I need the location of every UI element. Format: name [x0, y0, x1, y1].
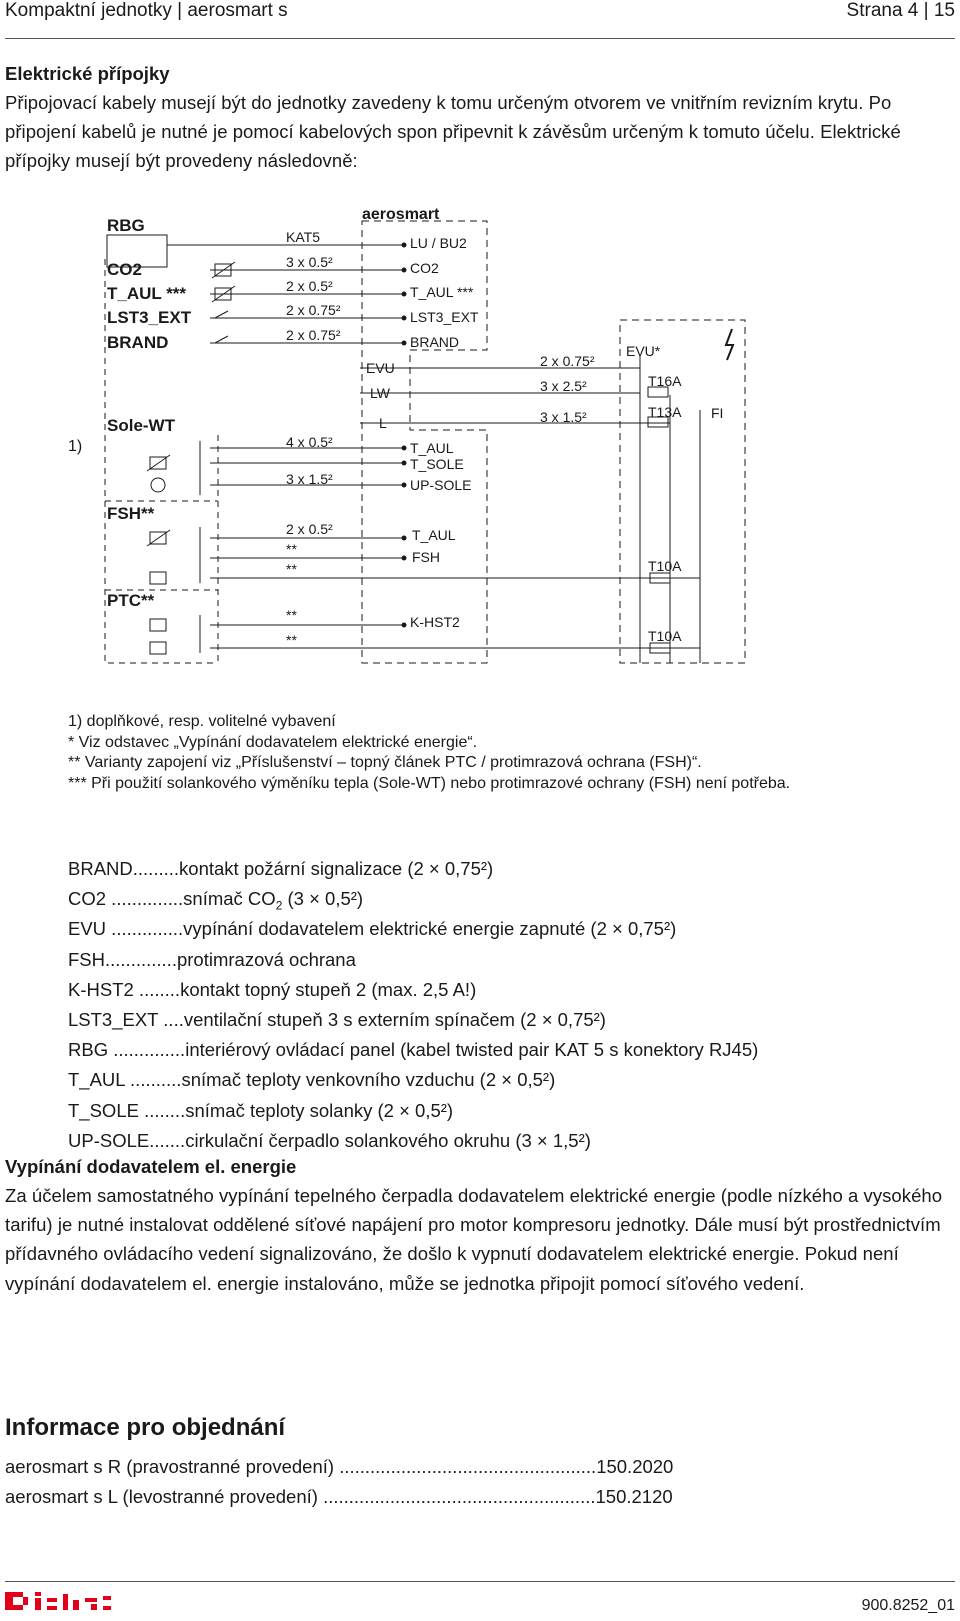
fsh-group-label: FSH**: [107, 504, 155, 523]
footnote: * Viz odstavec „Vypínání dodavatelem elektrické energie“.: [68, 733, 478, 751]
cable-label: 4 x 0.5²: [286, 434, 333, 450]
footer-divider: [5, 1581, 955, 1582]
legend-row: UP-SOLE.......cirkulační čerpadlo solankového okruhu (3 × 1,5²): [68, 1129, 591, 1151]
cable-label: 2 x 0.75²: [286, 327, 341, 343]
legend-row: T_SOLE ........snímač teploty solanky (2 × 0,5²): [68, 1099, 454, 1121]
brand-logo: [5, 1588, 115, 1618]
cable-kat5: KAT5: [286, 229, 320, 245]
page-number: Strana 4 | 15: [846, 0, 955, 21]
ptc-group-label: PTC**: [107, 591, 155, 610]
co2-label: CO2: [107, 260, 142, 279]
cable-label: **: [286, 561, 297, 577]
cable-label: **: [286, 632, 297, 648]
cable-label: 3 x 2.5²: [540, 378, 587, 394]
legend-row: T_AUL ..........snímač teploty venkovního vzduchu (2 × 0,5²): [68, 1069, 556, 1091]
brand-label: BRAND: [107, 333, 169, 352]
footnote: ** Varianty zapojení viz „Příslušenství – topný článek PTC / protimrazová ochrana (FSH)“.: [68, 754, 702, 771]
cable-label: 2 x 0.75²: [286, 302, 341, 318]
shutdown-heading: Vypínání dodavatelem el. energie: [5, 1156, 297, 1177]
cable-label: 2 x 0.5²: [286, 278, 333, 294]
fuse-label: T13A: [648, 404, 682, 420]
ordering-item: aerosmart s R (pravostranné provedení) ..................................................150.2020: [5, 1456, 674, 1477]
cable-label: 2 x 0.5²: [286, 521, 333, 537]
electrical-paragraph: Připojovací kabely musejí být do jednotky zavedeny k tomu určeným otvorem ve vnitřním revizním krytu. Po připojení kabelů je nutné je pomocí kabelových spon připevnit k závěsům určeným k tomuto účelu. Elektrické přípojky musejí být provedeny následovně:: [5, 92, 901, 172]
page-header: [5, 0, 955, 39]
legend-row: LST3_EXT ....ventilační stupeň 3 s externím spínačem (2 × 0,75²): [68, 1008, 606, 1030]
fuse-label: T10A: [648, 628, 682, 644]
fuse-label: T16A: [648, 373, 682, 389]
cable-label: **: [286, 607, 297, 623]
document-code: 900.8252_01: [861, 1597, 955, 1614]
unit-terminal: T_SOLE: [410, 456, 464, 472]
sole-wt-label: Sole-WT: [107, 416, 175, 435]
legend-row: FSH..............protimrazová ochrana: [68, 948, 356, 970]
legend-row: RBG ..............interiérový ovládací panel (kabel twisted pair KAT 5 s konektory RJ45): [68, 1039, 759, 1061]
unit-terminal: T_AUL ***: [410, 284, 474, 300]
fi-label: FI: [711, 405, 724, 421]
unit-terminal: LW: [370, 385, 390, 401]
cable-label: 3 x 1.5²: [286, 471, 333, 487]
footnote: 1) doplňkové, resp. volitelné vybavení: [68, 713, 336, 730]
t-aul-label: T_AUL ***: [107, 284, 187, 303]
diagram-footnotes: [68, 712, 928, 794]
cable-label: 3 x 1.5²: [540, 409, 587, 425]
ordering-item: aerosmart s L (levostranné provedení) .....................................................150.2120: [5, 1485, 673, 1507]
document-title: Kompaktní jednotky | aerosmart s: [5, 0, 288, 21]
lst3-label: LST3_EXT: [107, 308, 192, 327]
unit-terminal: L: [379, 415, 387, 431]
legend-row: EVU ..............vypínání dodavatelem elektrické energie zapnuté (2 × 0,75²): [68, 918, 677, 940]
cable-label: 2 x 0.75²: [540, 353, 595, 369]
fuse-label: T10A: [648, 558, 682, 574]
electrical-heading: Elektrické přípojky: [5, 63, 170, 84]
unit-terminal: T_AUL: [410, 440, 454, 456]
supply-frame: [620, 320, 745, 663]
shutdown-paragraph: Za účelem samostatného vypínání tepelného čerpadla dodavatelem elektrické energie (podle nízkého a vysokého tarifu) je nutné instalovat oddělené síťové napájení pro motor kompresoru jednotky. Dále musí být prostřednictvím přídavného ovládacího vedení signalizováno, že došlo k vypnutí dodavatelem elektrické energie. Pokud není vypínání dodavatelem el. energie instalováno, může se jednotka připojit pomocí síťového vedení.: [5, 1185, 943, 1294]
unit-terminal: FSH: [412, 549, 440, 565]
unit-terminal: LU / BU2: [410, 235, 467, 251]
note-ref-label: 1): [68, 438, 83, 455]
rbg-label: RBG: [107, 216, 145, 235]
legend-row: BRAND.........kontakt požární signalizace (2 × 0,75²): [68, 858, 494, 879]
unit-terminal: EVU: [366, 360, 395, 376]
unit-title: aerosmart: [362, 206, 440, 223]
cable-label: **: [286, 541, 297, 557]
unit-terminal: BRAND: [410, 334, 460, 350]
unit-terminal: UP-SOLE: [410, 477, 472, 493]
abbreviation-legend: [68, 858, 758, 1160]
unit-terminal: T_AUL: [412, 527, 456, 543]
unit-terminal: CO2: [410, 260, 439, 276]
legend-row: K-HST2 ........kontakt topný stupeň 2 (max. 2,5 A!): [68, 978, 477, 1000]
evu-supply-label: EVU*: [626, 343, 661, 359]
wiring-diagram: [60, 205, 800, 695]
ordering-heading: Informace pro objednání: [5, 1414, 286, 1441]
unit-terminal: K-HST2: [410, 614, 460, 630]
ordering-list: [5, 1456, 673, 1515]
unit-terminal: LST3_EXT: [410, 309, 479, 325]
cable-label: 3 x 0.5²: [286, 254, 333, 270]
footnote: *** Při použití solankového výměníku tepla (Sole-WT) nebo protimrazové ochrany (FSH) není potřeba.: [68, 774, 791, 792]
legend-row: CO2 ..............snímač $CO_2$ (3 × 0,5²): [68, 888, 364, 913]
